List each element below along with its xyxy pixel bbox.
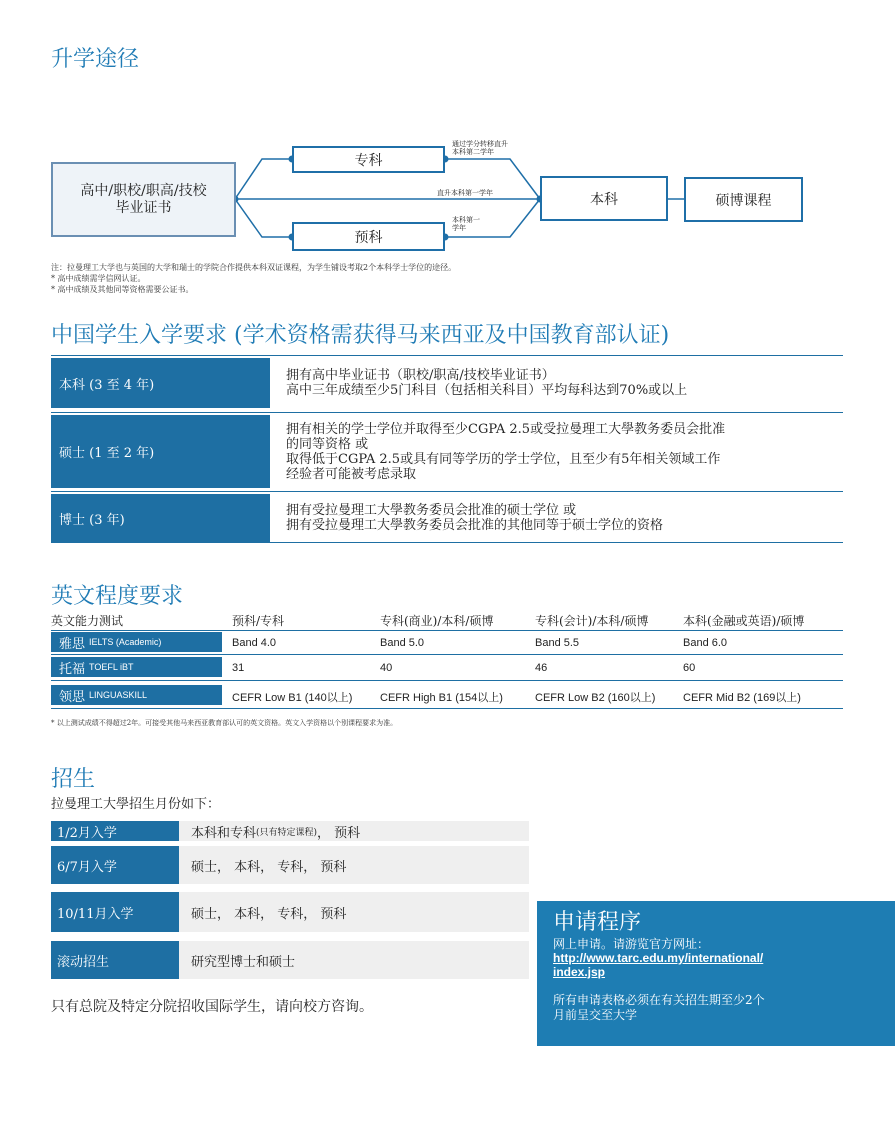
intake-value: 硕士， 本科， 专科， 预科 — [179, 892, 529, 932]
requirement-level: 博士 (3 年) — [51, 494, 270, 542]
requirement-row-degree: 本科 (3 至 4 年) 拥有高中毕业证书（职校/职高/技校毕业证书） 高中三年成绩至少5门科目（包括相关科目）平均每科达到70%或以上 — [51, 358, 843, 408]
intake-title: 招生 — [51, 767, 96, 792]
intake-label: 滚动招生 — [51, 941, 179, 979]
apply-title: 申请程序 — [553, 910, 642, 935]
divider — [51, 630, 843, 631]
intake-subtitle: 拉曼理工大學招生月份如下： — [51, 797, 221, 812]
transfer-label: 通过学分转移直升 本科第二学年 — [452, 140, 508, 156]
requirement-row-master: 硕士 (1 至 2 年) 拥有相关的学士学位并取得至少CGPA 2.5或受拉曼理工大學教务委员会批准 的同等资格 或 取得低于CGPA 2.5或具有同等学历的学士学位，且至少有5年相关领域工作 经验者可能被考虑录取 — [51, 415, 843, 488]
english-row-linguaskill: 领思 LINGUASKILL — [51, 685, 222, 705]
divider — [51, 708, 843, 709]
high-school-line2: 毕业证书 — [115, 199, 172, 216]
pathway-notes — [51, 262, 456, 295]
english-header-col2: 专科(商业)/本科/硕博 — [380, 614, 494, 628]
intake-value: 本科和专科 (只有特定课程) ， 预科 — [179, 821, 529, 841]
direct-label: 直升本科第一学年 — [437, 189, 493, 197]
english-row-ielts: 雅思 IELTS (Academic) — [51, 632, 222, 652]
english-header-col4: 本科(金融或英语)/硕博 — [683, 614, 805, 628]
intake-label: 10/11月入学 — [51, 892, 179, 932]
divider — [51, 355, 843, 356]
intake-label: 6/7月入学 — [51, 846, 179, 884]
divider — [51, 654, 843, 655]
intake-footer: 只有总院及特定分院招收国际学生，请向校方咨询。 — [51, 999, 373, 1015]
requirements-title: 中国学生入学要求 (学术资格需获得马来西亚及中国教育部认证) — [51, 323, 670, 348]
english-header-col1: 预科/专科 — [232, 614, 285, 628]
pathway-note: * 高中成绩及其他同等资格需要公证书。 — [51, 285, 194, 294]
english-note: * 以上测试成绩不得超过2年。可接受其他马来西亚教育部认可的英文资格。英文入学资格以个别课程要求为准。 — [51, 719, 398, 727]
pathway-note: 注：拉曼理工大学也与英国的大学和瑞士的学院合作提供本科双证课程，为学生铺设考取2个本科学士学位的途径。 — [51, 263, 457, 272]
pathway-title: 升学途径 — [51, 47, 140, 72]
apply-link[interactable]: http://www.tarc.edu.my/international/ index.jsp — [553, 951, 764, 979]
high-school-line1: 高中/职校/职高/技校 — [80, 182, 207, 199]
pathway-note: * 高中成绩需学信网认证。 — [51, 274, 146, 283]
english-header-col3: 专科(会计)/本科/硕博 — [535, 614, 649, 628]
intake-value: 研究型博士和硕士 — [179, 941, 529, 979]
divider — [51, 412, 843, 413]
intake-value: 硕士， 本科， 专科， 预科 — [179, 846, 529, 884]
apply-deadline: 所有申请表格必须在有关招生期至少2个 月前呈交至大学 — [553, 993, 765, 1022]
degree-box: 本科 — [540, 176, 668, 221]
postgrad-box: 硕博课程 — [684, 177, 803, 222]
requirement-level: 硕士 (1 至 2 年) — [51, 415, 270, 488]
intake-label: 1/2月入学 — [51, 821, 179, 841]
requirement-level: 本科 (3 至 4 年) — [51, 358, 270, 408]
divider — [51, 680, 843, 681]
apply-panel — [537, 901, 895, 1046]
english-title: 英文程度要求 — [51, 584, 184, 609]
requirement-row-phd: 博士 (3 年) 拥有受拉曼理工大學教务委员会批准的硕士学位 或 拥有受拉曼理工大學教务委员会批准的其他同等于硕士学位的资格 — [51, 494, 843, 542]
english-row-toefl: 托福 TOEFL iBT — [51, 657, 222, 677]
english-header-test: 英文能力测试 — [51, 614, 124, 628]
foundation-degree-label: 本科第一 学年 — [452, 216, 480, 232]
apply-line1: 网上申请。请游览官方网址： — [553, 937, 710, 951]
divider — [51, 491, 843, 492]
high-school-box — [51, 162, 236, 237]
divider — [51, 542, 843, 543]
diploma-box: 专科 — [292, 146, 445, 173]
foundation-box: 预科 — [292, 222, 445, 251]
